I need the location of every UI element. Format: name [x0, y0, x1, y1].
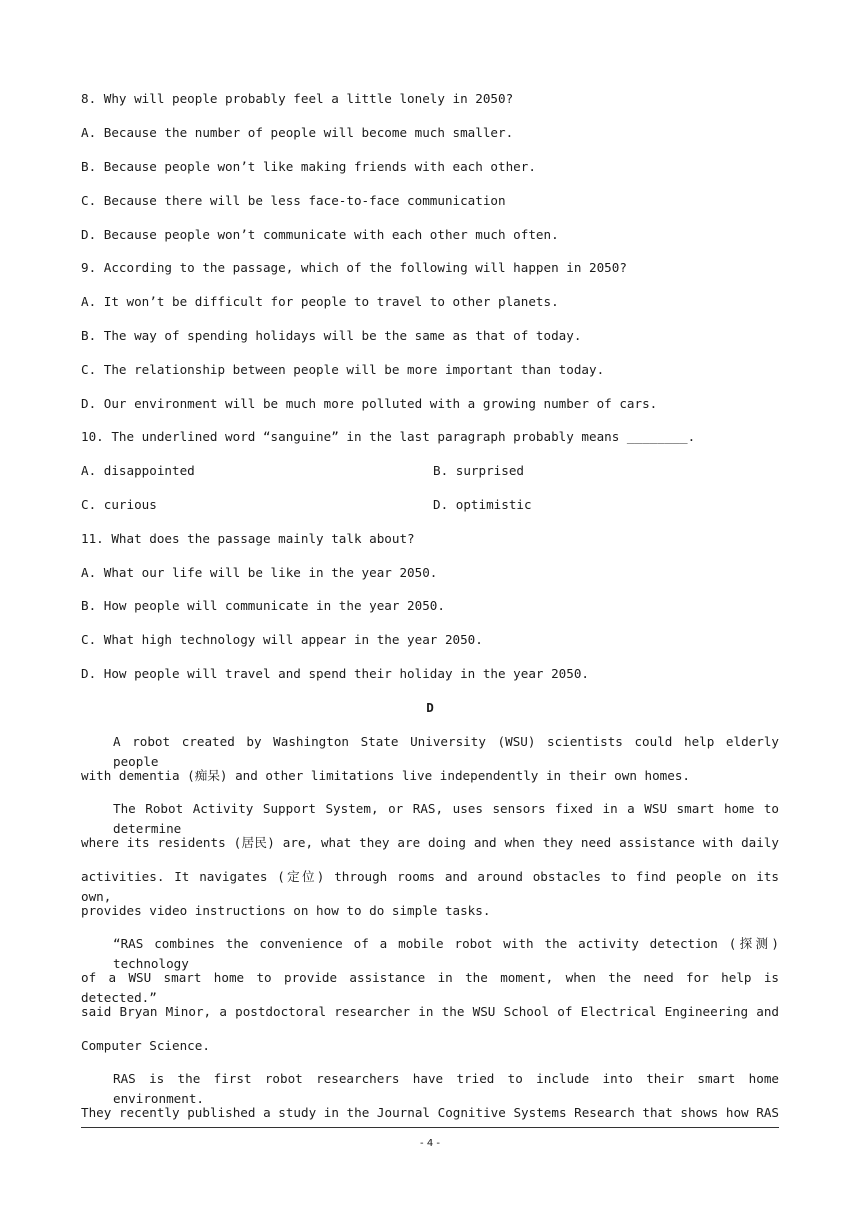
question-11-option-d: D. How people will travel and spend their holiday in the year 2050. — [81, 666, 589, 681]
passage-paragraph-1-line-2: with dementia (痴呆) and other limitations live independently in their own homes. — [81, 768, 691, 783]
question-8-option-a: A. Because the number of people will become much smaller. — [81, 125, 514, 140]
question-9-option-b: B. The way of spending holidays will be the same as that of today. — [81, 328, 582, 343]
passage-paragraph-3-line-3: said Bryan Minor, a postdoctoral researcher in the WSU School of Electrical Engineering and — [81, 1004, 779, 1019]
page-number: - 4 - — [420, 1138, 440, 1149]
question-11-option-c: C. What high technology will appear in the year 2050. — [81, 632, 483, 647]
question-8-option-b: B. Because people won’t like making friends with each other. — [81, 159, 536, 174]
question-11-stem: 11. What does the passage mainly talk about? — [81, 531, 415, 546]
question-10-option-b: B. surprised — [433, 463, 524, 478]
passage-paragraph-1-line-1: A robot created by Washington State University (WSU) scientists could help elderly people — [113, 734, 779, 769]
question-8-option-d: D. Because people won’t communicate with each other much often. — [81, 227, 559, 242]
question-10-option-c: C. curious — [81, 497, 157, 512]
question-9-option-d: D. Our environment will be much more polluted with a growing number of cars. — [81, 396, 658, 411]
footer-divider — [81, 1127, 779, 1128]
passage-paragraph-2-line-4: provides video instructions on how to do simple tasks. — [81, 903, 491, 918]
passage-paragraph-2-line-3: activities. It navigates (定位) through rooms and around obstacles to find people on its own, — [81, 869, 779, 904]
passage-paragraph-3-line-2: of a WSU smart home to provide assistance in the moment, when the need for help is detected.” — [81, 970, 779, 1005]
question-9-option-c: C. The relationship between people will be more important than today. — [81, 362, 605, 377]
question-11-option-a: A. What our life will be like in the year 2050. — [81, 565, 438, 580]
question-10-option-d: D. optimistic — [433, 497, 532, 512]
passage-paragraph-3-line-1: “RAS combines the convenience of a mobile robot with the activity detection (探测) technology — [113, 936, 779, 971]
passage-paragraph-4-line-1: RAS is the first robot researchers have tried to include into their smart home environment. — [113, 1071, 779, 1106]
passage-paragraph-2-line-1: The Robot Activity Support System, or RAS, uses sensors fixed in a WSU smart home to determine — [113, 801, 779, 836]
question-10-option-a: A. disappointed — [81, 463, 195, 478]
passage-paragraph-4-line-2: They recently published a study in the Journal Cognitive Systems Research that shows how RAS — [81, 1105, 779, 1120]
section-heading: D — [426, 700, 434, 715]
question-9-option-a: A. It won’t be difficult for people to travel to other planets. — [81, 294, 559, 309]
question-8-option-c: C. Because there will be less face-to-face communication — [81, 193, 506, 208]
question-9-stem: 9. According to the passage, which of the following will happen in 2050? — [81, 260, 627, 275]
question-11-option-b: B. How people will communicate in the year 2050. — [81, 598, 445, 613]
question-10-stem: 10. The underlined word “sanguine” in the last paragraph probably means ________. — [81, 429, 696, 444]
passage-paragraph-3-line-4: Computer Science. — [81, 1038, 210, 1053]
question-8-stem: 8. Why will people probably feel a little lonely in 2050? — [81, 91, 514, 106]
passage-paragraph-2-line-2: where its residents (居民) are, what they are doing and when they need assistance with daily — [81, 835, 779, 850]
